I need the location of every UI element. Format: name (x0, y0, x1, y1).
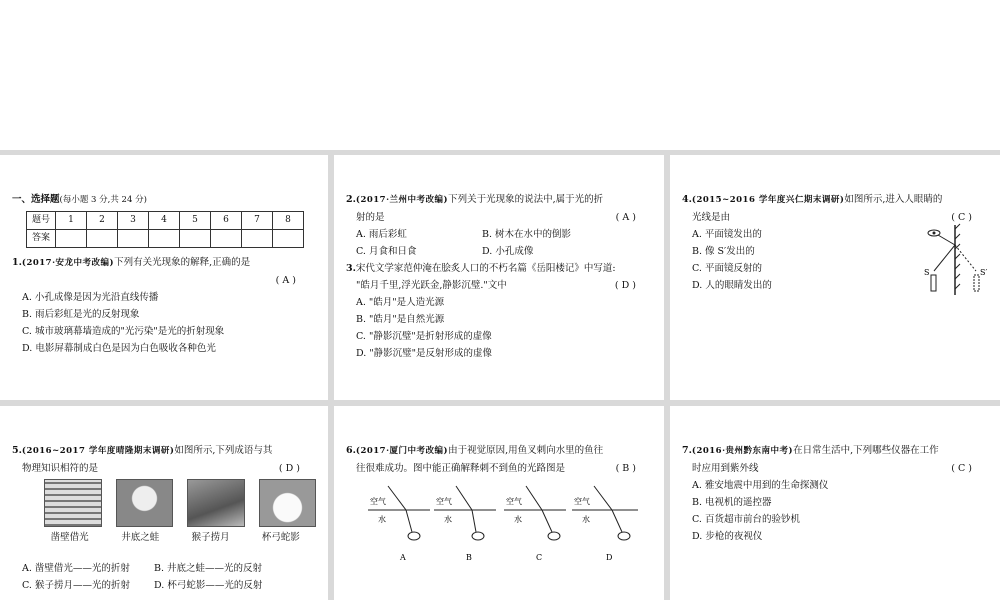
section-title: 一、选择题 (12, 194, 60, 205)
question-stem (12, 254, 316, 272)
option: A. 雨后彩虹 (356, 229, 407, 240)
answer-table-blank[interactable] (273, 230, 304, 248)
caption: 猴子捞月 (191, 532, 230, 543)
answer-table-label: 答案 (27, 230, 56, 248)
option: D. "静影沉璧"是反射形成的虚像 (356, 348, 493, 359)
answer-table-row-answers (27, 230, 304, 248)
ray-in-water (472, 510, 476, 532)
question-text: 如图所示,下列成语与其 (174, 445, 273, 456)
option: D. 人的眼睛发出的 (692, 280, 772, 291)
question-number: 7. (682, 445, 692, 456)
answer-table-cell: 3 (118, 212, 149, 230)
option: D. 步枪的夜视仪 (692, 531, 763, 542)
figure-label: D (606, 553, 613, 562)
option: B. 井底之蛙——光的反射 (154, 563, 263, 574)
option: A. 平面镜发出的 (692, 229, 762, 240)
question-text: 往很难成功。图中能正确解释刺不到鱼的光路图是 (356, 463, 566, 474)
question-stem (682, 442, 988, 460)
section-heading (12, 191, 316, 209)
question-source: (2017·厦门中考改编) (355, 446, 449, 456)
answer-table-cell: 6 (211, 212, 242, 230)
figure-label: A (400, 553, 406, 562)
answer-table-row-numbers (27, 212, 304, 230)
option: B. 雨后彩虹是光的反射现象 (22, 309, 140, 320)
answer-table-cell: 2 (87, 212, 118, 230)
question-answer: ( A ) (275, 275, 296, 286)
fish-icon (408, 532, 420, 540)
panel-question-5 (0, 406, 328, 600)
caption: 井底之蛙 (121, 532, 160, 543)
ray-in-air (456, 486, 472, 510)
picture-monkey-moon (187, 479, 245, 527)
virtual-ray (955, 245, 976, 271)
option-row (12, 577, 316, 594)
question-source: (2017·兰州中考改编) (355, 195, 449, 205)
label-air: 空气 (436, 497, 452, 506)
label-image: S′ (980, 268, 988, 277)
option: C. 城市玻璃幕墙造成的"光污染"是光的折射现象 (22, 326, 225, 337)
label-air: 空气 (506, 497, 522, 506)
question-stem-cont (346, 460, 652, 477)
question-number: 2. (346, 194, 356, 205)
question-stem (12, 442, 316, 460)
option: D. 电影屏幕制成白色是因为白色吸收各种色光 (22, 343, 216, 354)
question-answer: ( A ) (615, 212, 636, 223)
panel-question-4 (670, 155, 1000, 400)
idiom-captions (34, 529, 316, 546)
panel-question-6 (334, 406, 664, 600)
caption: 凿壁借光 (50, 532, 89, 543)
label-water: 水 (514, 515, 522, 524)
option: D. 小孔成像 (482, 246, 534, 257)
answer-table-blank[interactable] (211, 230, 242, 248)
answer-table-label: 题号 (27, 212, 56, 230)
picture-frog-well (116, 479, 174, 527)
question-text: 在日常生活中,下列哪些仪器在工作 (793, 445, 939, 456)
question-answer: ( C ) (951, 212, 972, 223)
reflected-ray (938, 235, 955, 245)
answer-table-blank[interactable] (87, 230, 118, 248)
question-number: 3. (346, 263, 356, 274)
answer-table-blank[interactable] (180, 230, 211, 248)
option: A. 雅安地震中用到的生命探测仪 (692, 480, 829, 491)
answer-table-blank[interactable] (56, 230, 87, 248)
question-answer: ( B ) (615, 463, 636, 474)
option: C. 猴子捞月——光的折射 (22, 580, 130, 591)
question-stem-cont (12, 460, 316, 477)
ray-in-water (612, 510, 622, 532)
caption: 杯弓蛇影 (261, 532, 300, 543)
idiom-pictures (44, 479, 316, 527)
answer-table-cell: 5 (180, 212, 211, 230)
question-text: 光线是由 (692, 212, 731, 223)
question-stem (346, 442, 652, 460)
option-row (346, 226, 652, 243)
question-stem-cont (682, 460, 988, 477)
fish-icon (618, 532, 630, 540)
question-answer: ( C ) (951, 463, 972, 474)
option: B. 像 S′发出的 (692, 246, 755, 257)
figure-d (572, 486, 638, 562)
answer-table-blank[interactable] (242, 230, 273, 248)
label-water: 水 (444, 515, 452, 524)
question-number: 6. (346, 445, 356, 456)
question-stem-cont (346, 277, 652, 294)
ray-in-water (406, 510, 412, 532)
answer-table-cell: 7 (242, 212, 273, 230)
section-note: (每小题 3 分,共 24 分) (59, 195, 147, 205)
question-source: (2016·贵州黔东南中考) (691, 446, 794, 456)
option-row (346, 243, 652, 260)
mirror-figure (920, 223, 990, 298)
question-text: 下列有关光现象的解释,正确的是 (114, 257, 251, 268)
answer-line (12, 272, 316, 289)
answer-table-cell: 8 (273, 212, 304, 230)
panel-question-7 (670, 406, 1000, 600)
option: B. 电视机的遥控器 (692, 497, 772, 508)
figure-label: B (466, 553, 472, 562)
panel-question-1 (0, 155, 328, 400)
option: A. "皓月"是人造光源 (356, 297, 445, 308)
ray-in-air (594, 486, 612, 510)
question-stem (346, 191, 652, 209)
option: B. 树木在水中的倒影 (482, 229, 572, 240)
label-source: S (924, 268, 930, 277)
ray-in-water (542, 510, 552, 532)
question-stem (346, 260, 652, 277)
picture-bow-snake (259, 479, 317, 527)
label-air: 空气 (574, 497, 590, 506)
figure-c (504, 486, 566, 562)
picture-wall-light (44, 479, 102, 527)
question-text: 由于视觉原因,用鱼叉刺向水里的鱼往 (448, 445, 604, 456)
option-row (12, 560, 316, 577)
eye-pupil-icon (933, 232, 936, 235)
fish-icon (472, 532, 484, 540)
question-source: (2017·安龙中考改编) (21, 258, 115, 268)
option: C. 百货超市前台的验钞机 (692, 514, 800, 525)
figure-label: C (536, 553, 543, 562)
question-stem-cont (346, 209, 652, 226)
option: C. 平面镜反射的 (692, 263, 762, 274)
candle-icon (931, 275, 936, 291)
answer-table-blank[interactable] (118, 230, 149, 248)
option: A. 凿壁借光——光的折射 (22, 563, 130, 574)
question-stem (682, 191, 988, 209)
fishing-light-path-figures (360, 480, 646, 564)
question-text: 物理知识相符的是 (22, 463, 99, 474)
question-number: 5. (12, 445, 22, 456)
question-answer: ( D ) (278, 463, 300, 474)
question-number: 4. (682, 194, 692, 205)
answer-table-blank[interactable] (149, 230, 180, 248)
label-water: 水 (582, 515, 590, 524)
ray-in-air (526, 486, 542, 510)
label-air: 空气 (370, 497, 386, 506)
figure-b (434, 486, 496, 562)
fish-icon (548, 532, 560, 540)
question-source: (2015~2016 学年度兴仁期末调研) (691, 195, 845, 205)
option: C. "静影沉璧"是折射形成的虚像 (356, 331, 492, 342)
question-number: 1. (12, 257, 22, 268)
option: B. "皓月"是自然光源 (356, 314, 445, 325)
candle-image-icon (974, 275, 979, 291)
question-text: "皓月千里,浮光跃金,静影沉璧."文中 (356, 280, 507, 291)
question-source: (2016~2017 学年度晴隆期末调研) (21, 446, 175, 456)
panel-questions-2-3 (334, 155, 664, 400)
figure-a (368, 486, 430, 562)
option: C. 月食和日食 (356, 246, 417, 257)
question-text: 射的是 (356, 212, 385, 223)
question-text: 宋代文学家范仲淹在脍炙人口的不朽名篇《岳阳楼记》中写道: (355, 263, 616, 274)
label-water: 水 (378, 515, 386, 524)
ray-in-air (388, 486, 406, 510)
incident-ray (934, 245, 955, 271)
question-answer: ( D ) (614, 280, 636, 291)
option: D. 杯弓蛇影——光的反射 (154, 580, 263, 591)
answer-table-cell: 4 (149, 212, 180, 230)
option: A. 小孔成像是因为光沿直线传播 (22, 292, 159, 303)
question-text: 时应用到紫外线 (692, 463, 759, 474)
question-text: 如图所示,进入人眼睛的 (844, 194, 943, 205)
answer-table (26, 211, 304, 248)
answer-table-cell: 1 (56, 212, 87, 230)
question-text: 下列关于光现象的说法中,属于光的折 (448, 194, 604, 205)
